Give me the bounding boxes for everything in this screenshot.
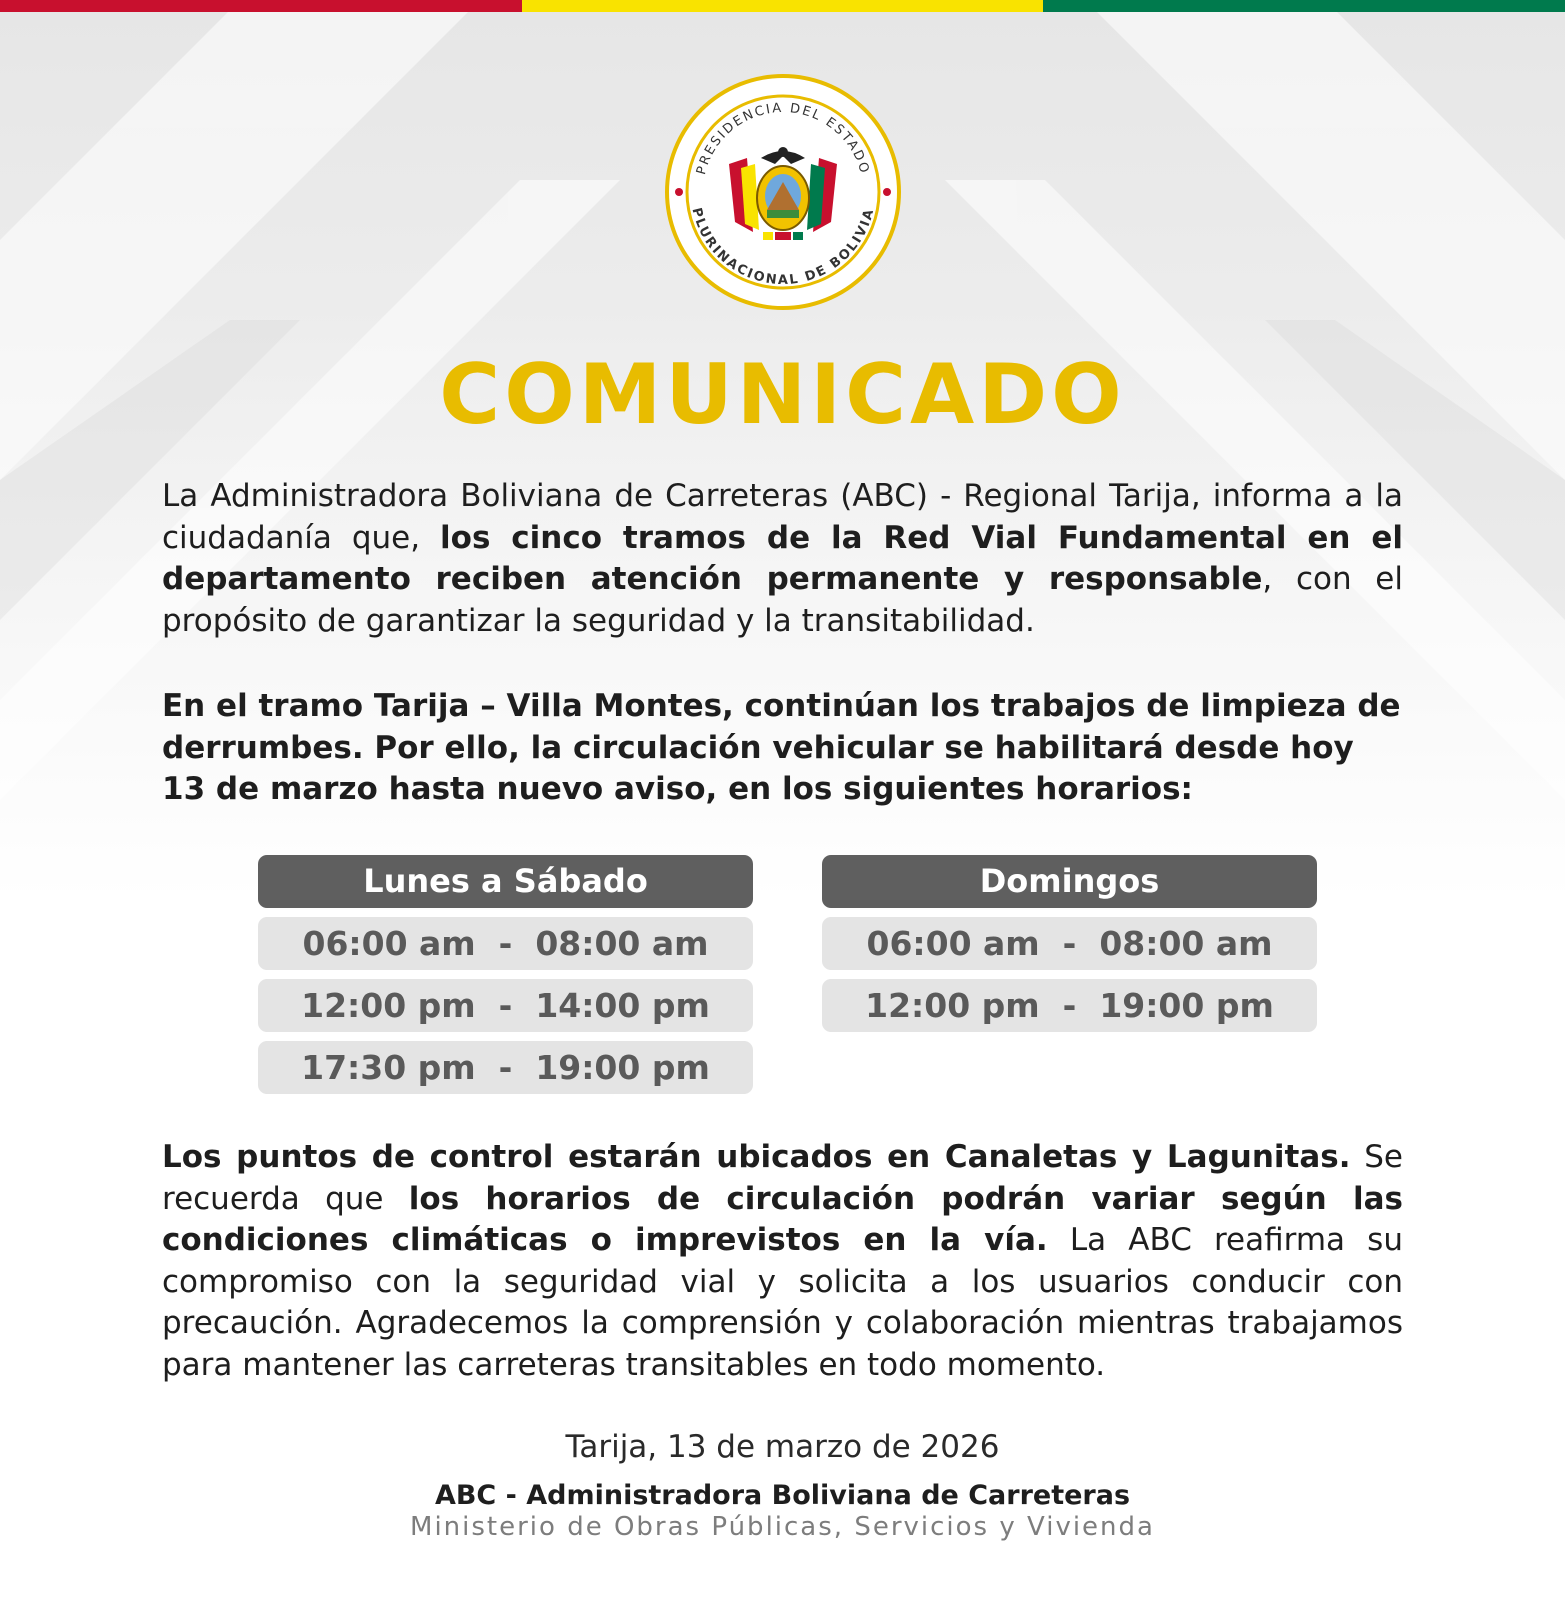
schedule-sundays	[822, 855, 1317, 1032]
schedule-row: 06:00 am - 08:00 am	[258, 917, 753, 970]
schedule-heading: Domingos	[822, 855, 1317, 908]
schedule-row: 17:30 pm - 19:00 pm	[258, 1041, 753, 1094]
schedule-heading: Lunes a Sábado	[258, 855, 753, 908]
seal-bottom-text: PLURINACIONAL DE BOLIVIA	[688, 206, 878, 289]
signature-organization: ABC - Administradora Boliviana de Carreteras	[434, 1480, 1131, 1511]
intro-bold-text: los cinco tramos de la Red Vial Fundamental en el departamento reciben atención permanente y responsable	[162, 519, 1403, 597]
route-notice-paragraph: En el tramo Tarija – Villa Montes, continúan los trabajos de limpieza de derrumbes. Por ello, la circulación vehicular se habilitará desde hoy 13 de marzo hasta nuevo aviso, en los siguientes horarios:	[162, 688, 1401, 807]
checkpoints-text: Los puntos de control estarán ubicados en Canaletas y Lagunitas.	[162, 1139, 1351, 1175]
intro-tail-text: , con el propósito de garantizar la seguridad y la transitabilidad.	[162, 561, 1403, 639]
closing-tail-text: La ABC reafirma su compromiso con la seguridad vial y solicita a los usuarios conducir con precaución. Agradecemos la comprensión y colaboración mientras trabajamos para mantener las carreteras transitables en todo momento.	[162, 1222, 1403, 1383]
page-title: COMUNICADO	[439, 346, 1126, 443]
signature-date: Tarija, 13 de marzo de 2026	[565, 1429, 1000, 1465]
schedule-row: 06:00 am - 08:00 am	[822, 917, 1317, 970]
intro-text: La Administradora Boliviana de Carreteras (ABC) - Regional Tarija, informa a la ciudadanía que,	[162, 478, 1403, 556]
intro-paragraph	[162, 476, 1403, 642]
schedule-row: 12:00 pm - 19:00 pm	[822, 979, 1317, 1032]
closing-paragraph	[162, 1137, 1403, 1386]
schedule-variation-text: los horarios de circulación podrán variar según las condiciones climáticas o imprevistos en la vía.	[162, 1180, 1403, 1258]
presidency-seal	[663, 72, 903, 312]
schedule-weekdays	[258, 855, 753, 1094]
closing-text: Se recuerda que	[162, 1139, 1403, 1217]
flag-stripe-red	[0, 0, 522, 12]
flag-stripe-yellow	[522, 0, 1043, 12]
seal-top-text: PRESIDENCIA DEL ESTADO	[693, 100, 873, 177]
signature-ministry: Ministerio de Obras Públicas, Servicios y Vivienda	[410, 1512, 1155, 1542]
schedule-row: 12:00 pm - 14:00 pm	[258, 979, 753, 1032]
flag-stripe-green	[1043, 0, 1565, 12]
